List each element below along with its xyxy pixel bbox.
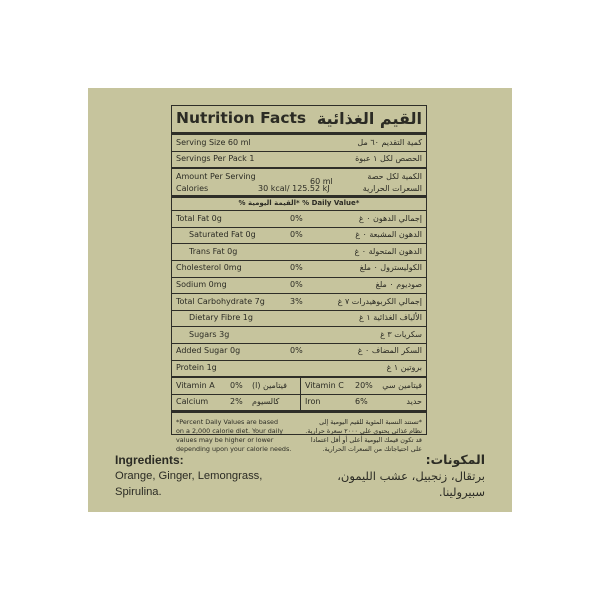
title-english: Nutrition Facts bbox=[176, 109, 307, 128]
calories-en: Calories bbox=[176, 184, 209, 194]
nutrient-name-ar: السكر المضاف ٠ غ bbox=[357, 346, 422, 356]
calcium-percent: 2% bbox=[230, 397, 243, 407]
vitamin-a-label: Vitamin A bbox=[176, 380, 215, 390]
title-arabic: القيم الغذائية bbox=[316, 109, 422, 128]
vitamin-a-percent: 0% bbox=[230, 380, 243, 390]
iron-ar: حديد bbox=[406, 397, 422, 407]
nutrient-percent: 0% bbox=[290, 263, 303, 273]
ingredients-line-ar: برتقال، زنجبيل، عشب الليمون، bbox=[337, 469, 485, 483]
nutrient-row bbox=[172, 278, 426, 295]
ingredients-arabic bbox=[337, 452, 485, 500]
footnote-en-line: on a 2,000 calorie diet. Your daily bbox=[176, 427, 284, 436]
label-title-row bbox=[172, 106, 426, 135]
nutrient-name-ar: الكوليسترول ٠ ملغ bbox=[359, 263, 422, 273]
nutrient-row bbox=[172, 244, 426, 261]
vitamin-divider bbox=[300, 378, 301, 394]
vitamin-c-ar: فيتامين سي bbox=[382, 380, 422, 390]
nutrient-name-en: Sugars 3g bbox=[189, 329, 230, 339]
nutrient-name-en: Total Fat 0g bbox=[176, 213, 222, 223]
daily-value-header: % القيمة اليومية* % Daily Value* bbox=[238, 198, 360, 207]
nutrient-percent: 0% bbox=[290, 230, 303, 240]
nutrient-name-ar: إجمالي الكربوهيدرات ٧ غ bbox=[337, 296, 422, 306]
footnote-ar-line: على احتياجاتك من السعرات الحرارية. bbox=[322, 444, 422, 453]
nutrient-name-ar: الدهون المشبعة ٠ غ bbox=[355, 230, 422, 240]
nutrient-row bbox=[172, 228, 426, 245]
nutrient-name-en: Total Carbohydrate 7g bbox=[176, 296, 265, 306]
ingredients-line-en: Spirulina. bbox=[115, 486, 162, 498]
nutrient-row bbox=[172, 344, 426, 361]
serving-size-en: Serving Size 60 ml bbox=[176, 137, 251, 147]
nutrient-percent: 0% bbox=[290, 346, 303, 356]
nutrient-name-en: Dietary Fibre 1g bbox=[189, 313, 253, 323]
nutrient-name-en: Trans Fat 0g bbox=[189, 246, 238, 256]
calories-ar: السعرات الحرارية bbox=[362, 184, 422, 194]
ingredients-english bbox=[115, 452, 262, 500]
nutrient-name-en: Saturated Fat 0g bbox=[189, 230, 256, 240]
nutrient-rows bbox=[172, 211, 426, 377]
nutrition-facts-label bbox=[171, 105, 427, 453]
nutrient-name-ar: صوديوم ٠ ملغ bbox=[375, 280, 422, 290]
mineral-row bbox=[172, 395, 426, 414]
daily-value-header-row bbox=[172, 198, 426, 211]
footnote-en-line: *Percent Daily Values are based bbox=[176, 418, 279, 427]
servings-per-pack-en: Servings Per Pack 1 bbox=[176, 154, 255, 164]
serving-size-ar: كمية التقديم ٦٠ مل bbox=[357, 137, 422, 147]
nutrient-percent: 3% bbox=[290, 296, 303, 306]
footnote-english bbox=[176, 418, 298, 453]
iron-percent: 6% bbox=[355, 397, 368, 407]
nutrient-row bbox=[172, 211, 426, 228]
amount-per-serving-row bbox=[172, 169, 426, 180]
serving-size-row bbox=[172, 135, 426, 152]
footnote-ar-line: قد تكون قيمك اليومية أعلى أو أقل اعتمادا bbox=[310, 435, 422, 444]
mineral-divider bbox=[300, 395, 301, 411]
nutrient-row bbox=[172, 261, 426, 278]
calcium-label: Calcium bbox=[176, 397, 209, 407]
vitamin-row bbox=[172, 377, 426, 395]
nutrient-row bbox=[172, 361, 426, 378]
nutrient-row bbox=[172, 294, 426, 311]
nutrient-name-ar: الدهون المتحولة ٠ غ bbox=[354, 246, 422, 256]
footnote-ar-line: *تستند النسبة المئوية للقيم اليومية إلى bbox=[319, 418, 422, 427]
nutrient-row bbox=[172, 311, 426, 328]
footnote-arabic bbox=[305, 418, 422, 453]
serving-volume: 60 ml bbox=[310, 177, 333, 187]
ingredients-line-en: Orange, Ginger, Lemongrass, bbox=[115, 470, 263, 482]
nutrient-percent: 0% bbox=[290, 280, 303, 290]
amount-per-serving-ar: الكمية لكل حصة bbox=[367, 171, 422, 181]
nutrient-name-ar: إجمالي الدهون ٠ غ bbox=[358, 213, 422, 223]
ingredients-line-ar: سبيرولينا. bbox=[438, 485, 485, 499]
nutrient-name-en: Cholesterol 0mg bbox=[176, 263, 242, 273]
nutrient-name-en: Sodium 0mg bbox=[176, 280, 227, 290]
footnote-ar-line: نظام غذائي يحتوي على ٢٠٠٠ سعرة حرارية. bbox=[305, 427, 422, 436]
calories-row bbox=[172, 177, 426, 198]
nutrient-name-ar: سكريات ٣ غ bbox=[380, 329, 422, 339]
nutrient-name-ar: الألياف الغذائية ١ غ bbox=[359, 313, 422, 323]
footnote bbox=[172, 413, 426, 453]
vitamin-c-percent: 20% bbox=[355, 380, 373, 390]
vitamin-a-ar: فيتامين (ا) bbox=[252, 380, 287, 390]
vitamin-c-label: Vitamin C bbox=[305, 380, 344, 390]
iron-label: Iron bbox=[305, 397, 321, 407]
calories-value: 30 kcal/ 125.52 kJ bbox=[258, 184, 330, 194]
ingredients-heading-ar: المكونات: bbox=[425, 452, 485, 467]
ingredients-heading-en: Ingredients: bbox=[115, 453, 184, 467]
nutrient-name-en: Added Sugar 0g bbox=[176, 346, 241, 356]
nutrient-row bbox=[172, 327, 426, 344]
nutrient-name-en: Protein 1g bbox=[176, 363, 217, 373]
footnote-en-line: depending upon your calorie needs. bbox=[176, 444, 292, 453]
servings-per-pack-row bbox=[172, 152, 426, 170]
nutrient-percent: 0% bbox=[290, 213, 303, 223]
amount-per-serving-en: Amount Per Serving bbox=[176, 171, 256, 181]
servings-per-pack-ar: الحصص لكل ١ عبوة bbox=[355, 154, 422, 164]
footnote-en-line: values may be higher or lower bbox=[176, 435, 274, 444]
calcium-ar: كالسيوم bbox=[252, 397, 280, 407]
nutrient-name-ar: بروتين ١ غ bbox=[386, 363, 422, 373]
